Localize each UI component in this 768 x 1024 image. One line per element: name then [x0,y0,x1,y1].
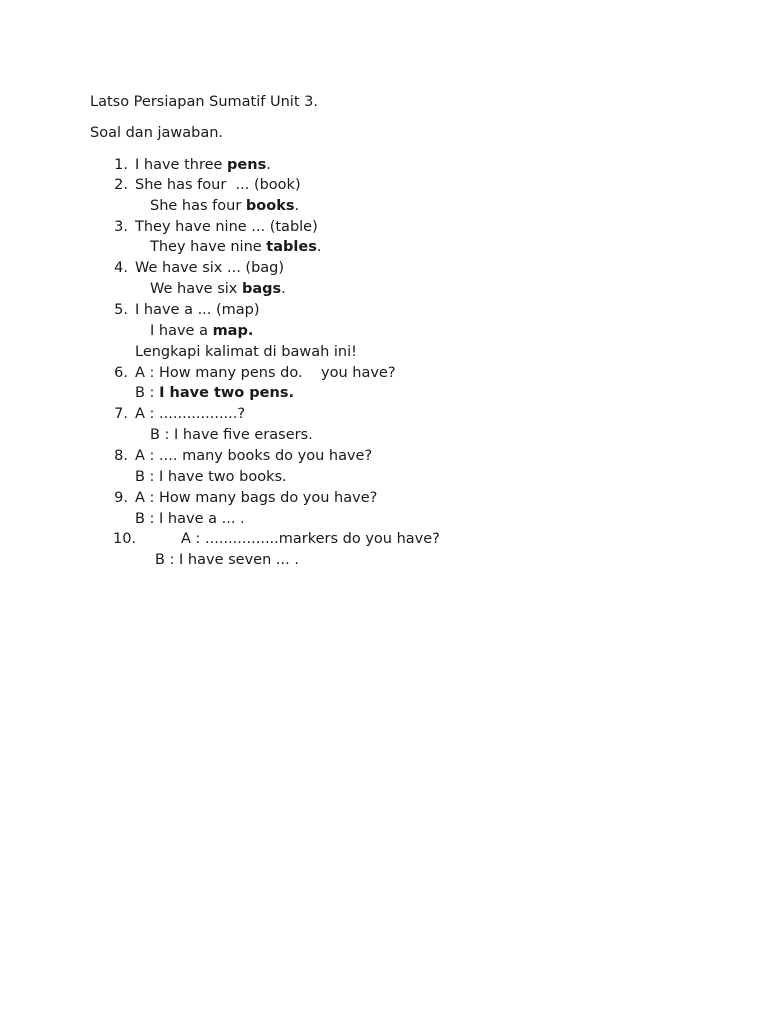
answer-line: B : I have seven ... . [155,552,299,568]
item-number: 5. [114,302,128,318]
answer-line: B : I have two books. [135,469,287,485]
item-number: 6. [114,365,128,381]
item-number: 4. [114,260,128,276]
list-item: A : ................markers do you have? [181,531,440,547]
list-item: A : .................? [135,406,246,422]
answer-line: I have a map. [150,323,254,339]
answer-line: B : I have a ... . [135,511,245,527]
item-number: 7. [114,406,128,422]
answer-line: She has four books. [150,198,300,214]
answer-line: We have six bags. [150,281,286,297]
document-subtitle: Soal dan jawaban. [90,125,224,141]
item-number: 2. [114,177,128,193]
list-item: I have a ... (map) [135,302,260,318]
list-item: A : How many pens do. you have? [135,365,396,381]
answer-line: B : I have two pens. [135,385,294,401]
list-item: I have three pens. [135,157,271,173]
item-number: 9. [114,490,128,506]
answer-line: B : I have five erasers. [150,427,313,443]
list-item: She has four ... (book) [135,177,301,193]
instruction-line: Lengkapi kalimat di bawah ini! [135,344,357,360]
list-item: We have six ... (bag) [135,260,285,276]
list-item: A : .... many books do you have? [135,448,373,464]
list-item: A : How many bags do you have? [135,490,378,506]
answer-line: They have nine tables. [150,239,322,255]
item-number: 8. [114,448,128,464]
item-number: 3. [114,219,128,235]
item-number: 1. [114,157,128,173]
document-title: Latso Persiapan Sumatif Unit 3. [90,94,318,110]
list-item: They have nine ... (table) [135,219,318,235]
item-number: 10. [113,531,137,547]
